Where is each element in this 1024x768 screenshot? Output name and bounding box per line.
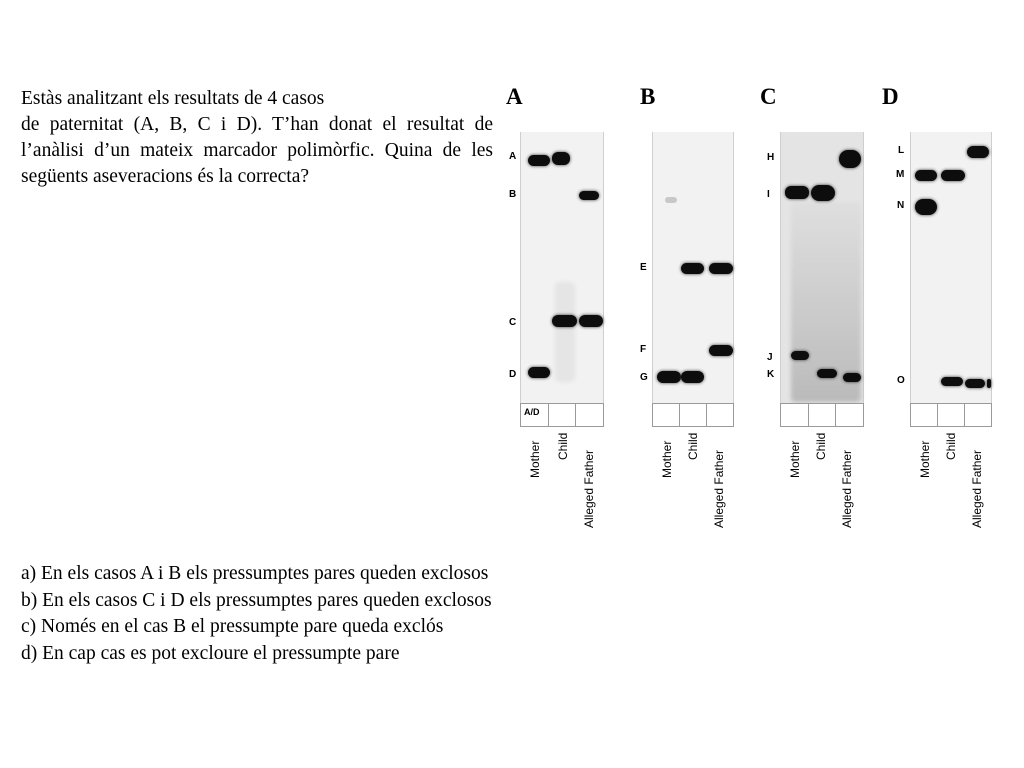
- band-d-child-O: [941, 377, 963, 386]
- lane-label-d-child: Child: [944, 432, 958, 460]
- well-d-child: [938, 404, 965, 426]
- gel-case-d: [910, 132, 992, 403]
- well-c-mother: [781, 404, 809, 426]
- band-d-edge: [987, 379, 991, 388]
- band-a-child-C: [552, 315, 577, 327]
- band-c-child-K: [817, 369, 837, 378]
- band-b-child-G: [681, 371, 704, 383]
- band-a-mother-A: [528, 155, 550, 166]
- wells-case-c: [780, 403, 864, 427]
- band-c-father-K: [843, 373, 861, 382]
- well-b-child: [680, 404, 707, 426]
- allele-label-H: H: [767, 152, 775, 163]
- option-c[interactable]: c) Només en el cas B el pressumpte pare queda exclós: [21, 616, 444, 637]
- case-b-title: B: [640, 84, 656, 109]
- gel-case-a: [520, 132, 604, 403]
- allele-label-G: G: [640, 372, 648, 383]
- allele-label-O: O: [897, 375, 905, 386]
- lane-label-d-mother: Mother: [918, 440, 932, 478]
- band-c-child-I: [811, 185, 835, 201]
- allele-label-F: F: [640, 344, 647, 355]
- band-a-father-C: [579, 315, 603, 327]
- band-d-mother-N: [915, 199, 937, 215]
- gel-case-c: [780, 132, 864, 403]
- well-b-mother: [653, 404, 680, 426]
- wells-case-d: [910, 403, 992, 427]
- well-b-father: [707, 404, 733, 426]
- gel-case-b: [652, 132, 734, 403]
- band-b-mother-G: [657, 371, 681, 383]
- well-d-mother: [911, 404, 938, 426]
- band-c-father-H: [839, 150, 861, 168]
- band-d-child-M: [941, 170, 965, 181]
- question-body: de paternitat (A, B, C i D). T’han donat el resultat de l’anàlisi d’un mateix marcador polimòrfic. Quina de les següents aseveracions és la correcta?: [21, 114, 493, 187]
- well-c-child: [809, 404, 837, 426]
- allele-label-E: E: [640, 262, 647, 273]
- well-a-father: [576, 404, 603, 426]
- band-b-father-E: [709, 263, 733, 274]
- lane-label-c-mother: Mother: [788, 440, 802, 478]
- option-a[interactable]: a) En els casos A i B els pressumptes pares queden exclosos: [21, 563, 489, 584]
- allele-label-J: J: [767, 352, 773, 363]
- allele-label-N: N: [897, 200, 905, 211]
- question-text: [21, 86, 493, 190]
- question-line-1: Estàs analitzant els resultats de 4 casos: [21, 88, 325, 109]
- wells-case-a: [520, 403, 604, 427]
- allele-label-I: I: [767, 189, 770, 200]
- allele-label-B: B: [509, 189, 517, 200]
- band-b-artifact: [665, 197, 677, 203]
- well-c-father: [836, 404, 863, 426]
- band-d-mother-M: [915, 170, 937, 181]
- well-a-child: [549, 404, 577, 426]
- lane-label-b-child: Child: [686, 432, 700, 460]
- allele-label-A: A: [509, 151, 517, 162]
- band-c-mother-J: [791, 351, 809, 360]
- well-a-mother: A/D: [521, 404, 549, 426]
- case-c-title: C: [760, 84, 777, 109]
- band-d-father-O: [965, 379, 985, 388]
- band-a-child-A: [552, 152, 570, 165]
- lane-label-b-mother: Mother: [660, 440, 674, 478]
- band-b-father-F: [709, 345, 733, 356]
- band-d-father-L: [967, 146, 989, 158]
- lane-label-b-father: Alleged Father: [712, 449, 726, 528]
- option-d[interactable]: d) En cap cas es pot excloure el pressumpte pare: [21, 642, 400, 664]
- allele-label-D: D: [509, 369, 517, 380]
- band-a-mother-D: [528, 367, 550, 378]
- allele-label-M: M: [896, 169, 905, 180]
- well-d-father: [965, 404, 991, 426]
- lane-label-a-father: Alleged Father: [582, 449, 596, 528]
- allele-label-L: L: [898, 145, 905, 156]
- band-c-mother-I: [785, 186, 809, 199]
- band-b-child-E: [681, 263, 704, 274]
- lane-label-a-child: Child: [556, 432, 570, 460]
- lane-label-d-father: Alleged Father: [970, 449, 984, 528]
- lane-label-c-child: Child: [814, 432, 828, 460]
- case-d-title: D: [882, 84, 899, 109]
- case-a-title: A: [506, 84, 523, 109]
- lane-label-a-mother: Mother: [528, 440, 542, 478]
- allele-label-K: K: [767, 369, 775, 380]
- lane-label-c-father: Alleged Father: [840, 449, 854, 528]
- wells-case-b: [652, 403, 734, 427]
- answer-options: [21, 561, 492, 667]
- allele-label-C: C: [509, 317, 517, 328]
- option-b[interactable]: b) En els casos C i D els pressumptes pares queden exclosos: [21, 589, 492, 611]
- band-a-father-B: [579, 191, 599, 200]
